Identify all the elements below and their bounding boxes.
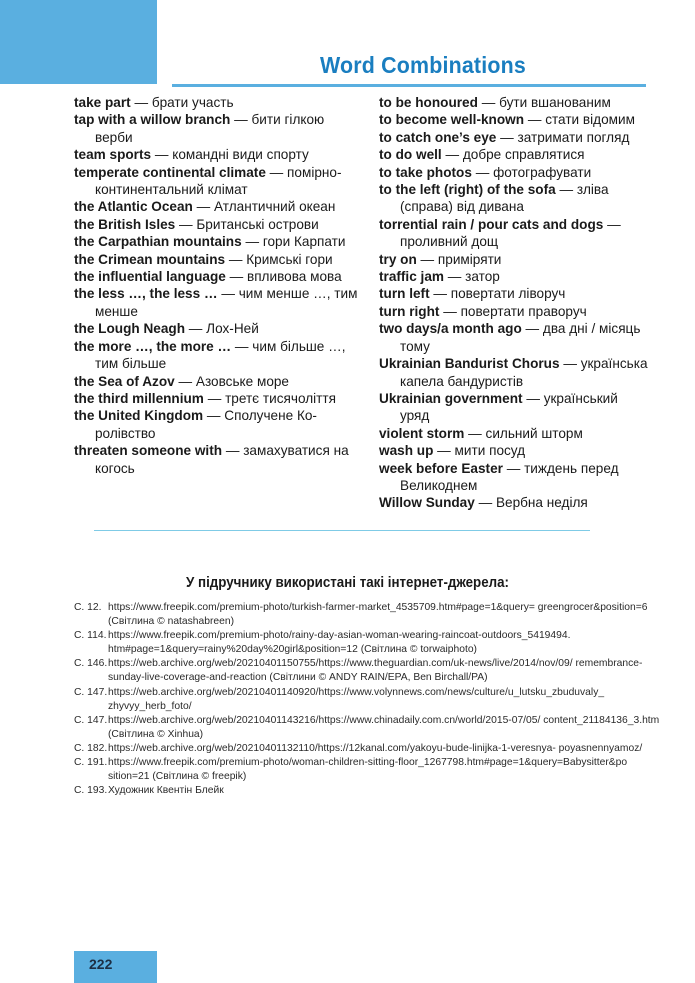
page-title: Word Combinations <box>320 52 526 78</box>
glossary-entry: temperate continental climate — помірно-континентальний клімат <box>74 164 342 198</box>
translation: брати участь <box>151 95 234 110</box>
term: to be honoured <box>379 95 478 110</box>
translation: бити гілкою верби <box>95 112 325 145</box>
translation: сильний шторм <box>485 425 583 441</box>
term: traffic jam <box>379 269 444 285</box>
source-page: С. 146. <box>74 658 108 670</box>
term: the influential language <box>74 269 226 285</box>
term: Willow Sunday <box>379 495 475 511</box>
source-item <box>74 756 664 784</box>
source-url: https://web.archive.org/web/20210401140920/https://www.volynnews.com/news/culture/u_lutsku_zbuduvaly_ zhyvyy_herb_foto/ <box>108 686 605 712</box>
glossary-entry: violent storm — сильний шторм <box>379 425 583 441</box>
glossary-entry: Ukrainian government — український уряд <box>379 390 618 424</box>
glossary-entry: torrential rain / pour cats and dogs — проливний дощ <box>379 216 621 250</box>
corner-accent-block <box>0 0 157 84</box>
translation: впливова мова <box>246 269 342 285</box>
source-page: С. 147. <box>74 714 108 726</box>
translation: український уряд <box>400 390 618 424</box>
source-item <box>74 629 664 657</box>
translation: командні види спорту <box>172 147 309 163</box>
glossary-entry: Willow Sunday — Вербна неділя <box>379 495 588 511</box>
term: the third millennium <box>74 390 204 406</box>
term: temperate continental climate <box>74 164 266 180</box>
term: team sports <box>74 147 152 163</box>
term: two days/a month ago <box>379 321 522 337</box>
term: threaten someone with <box>74 443 223 459</box>
translation: бути вшанованим <box>499 95 611 110</box>
source-item <box>74 686 664 714</box>
glossary-entry: the Crimean mountains — Кримські гори <box>74 251 333 267</box>
glossary-entry: tap with a willow branch — бити гілкою верби <box>74 112 325 145</box>
source-page: С. 182. <box>74 742 108 754</box>
source-page: С. 147. <box>74 686 108 698</box>
translation: затримати погляд <box>517 129 630 145</box>
glossary-entry: week before Easter — тиждень перед Великоднем <box>379 460 619 493</box>
term: try on <box>379 251 417 267</box>
source-page: С. 12. <box>74 602 102 613</box>
glossary-entry: to do well — добре справлятися <box>379 147 585 163</box>
term: the United Kingdom <box>74 408 204 424</box>
translation: затор <box>465 269 500 285</box>
translation: два дні / місяць тому <box>400 321 641 354</box>
glossary-entry: to become well-known — стати відомим <box>379 112 635 128</box>
translation: Лох-Ней <box>206 321 259 337</box>
term: the less …, the less … <box>74 286 218 302</box>
glossary-entry: turn right — повертати праворуч <box>379 303 587 319</box>
translation: приміряти <box>437 251 502 267</box>
translation: замахуватися на когось <box>95 443 349 476</box>
title-underline <box>172 84 646 87</box>
term: turn left <box>379 286 430 302</box>
term: Ukrainian Bandurist Chorus <box>379 356 560 372</box>
translation: мити посуд <box>454 443 526 459</box>
sources-heading: У підручнику використані такі інтернет-джерела: <box>186 575 509 591</box>
source-url: https://web.archive.org/web/20210401150755/https://www.theguardian.com/uk-news/live/2014/nov/09/ remembrance-sunday-live-coverage-and-reaction (Світлини © ANDY RAIN/EPA, Ben Birchall/PA) <box>108 658 643 684</box>
term: to do well <box>379 147 442 163</box>
glossary-entry: two days/a month ago — два дні / місяць тому <box>379 321 641 354</box>
section-divider <box>94 530 590 531</box>
glossary-entry: to be honoured — бути вшанованим <box>379 95 611 110</box>
translation: чим більше …, тим більше <box>95 338 346 372</box>
term: to catch one’s eye <box>379 129 497 145</box>
source-page: С. 193. <box>74 785 108 797</box>
glossary-entry: to the left (right) of the sofa — зліва (справа) від дивана <box>379 182 609 215</box>
source-item <box>74 742 664 756</box>
source-item <box>74 601 664 629</box>
glossary-right-column <box>379 94 649 512</box>
translation: зліва (справа) від дивана <box>400 182 609 215</box>
term: turn right <box>379 303 440 319</box>
glossary-left-column <box>74 94 364 477</box>
glossary-entry: the more …, the more … — чим більше …, тим більше <box>74 338 346 372</box>
term: the Crimean mountains <box>74 251 226 267</box>
source-url: https://web.archive.org/web/20210401143216/https://www.chinadaily.com.cn/world/2015-07/05/ content_21184136_3.htm (Світлина © Xinhua) <box>108 714 660 740</box>
sources-list <box>74 601 664 798</box>
translation: повертати праворуч <box>460 303 587 319</box>
page-number: 222 <box>89 956 113 972</box>
term: tap with a willow branch <box>74 112 231 128</box>
glossary-entry: the British Isles — Британські острови <box>74 216 319 232</box>
page-number-box <box>74 951 157 983</box>
term: the Lough Neagh <box>74 321 186 337</box>
term: to take photos <box>379 164 472 180</box>
glossary-entry: the less …, the less … — чим менше …, тим менше <box>74 286 358 319</box>
glossary-entry: the Sea of Azov — Азовське море <box>74 373 289 389</box>
glossary-entry: turn left — повертати ліворуч <box>379 286 566 302</box>
term: the Atlantic Ocean <box>74 199 193 215</box>
translation: тиждень перед Великоднем <box>400 460 619 493</box>
translation: добре справлятися <box>462 147 585 163</box>
source-item <box>74 657 664 685</box>
translation: Кримські гори <box>246 251 333 267</box>
glossary-entry: to take photos — фотографувати <box>379 164 592 180</box>
term: to the left (right) of the sofa <box>379 182 556 198</box>
source-url: https://www.freepik.com/premium-photo/woman-children-sitting-floor_1267798.htm#page=1&query=Babysitter&po sition=21 (Світлина © freepik) <box>108 757 628 783</box>
glossary-entry: traffic jam — затор <box>379 269 500 285</box>
term: week before Easter <box>379 460 503 476</box>
source-item <box>74 714 664 742</box>
glossary-entry: wash up — мити посуд <box>379 443 526 459</box>
translation: помірно-континентальний клімат <box>95 164 342 198</box>
translation: гори Карпати <box>262 234 346 250</box>
translation: проливний дощ <box>400 234 499 250</box>
glossary-entry: to catch one’s eye — затримати погляд <box>379 129 630 145</box>
glossary-entry: the Lough Neagh — Лох-Ней <box>74 321 259 337</box>
term: the Carpathian mountains <box>74 234 242 250</box>
term: to become well-known <box>379 112 525 128</box>
source-url: https://web.archive.org/web/20210401132110/https://12kanal.com/yakoyu-bude-linijka-1-veresnya- poyasnennyamoz/ <box>108 742 643 754</box>
glossary-entry: the Carpathian mountains — гори Карпати <box>74 234 346 250</box>
term: violent storm <box>379 425 465 441</box>
glossary-entry: take part — брати участь <box>74 95 234 110</box>
translation: чим менше …, тим менше <box>95 286 358 319</box>
translation: Атлантичний океан <box>214 199 336 215</box>
term: take part <box>74 95 131 110</box>
source-url: Художник Квентін Блейк <box>108 785 224 797</box>
translation: третє тисячоліття <box>225 390 336 406</box>
term: the more …, the more … <box>74 338 232 354</box>
glossary-entry: the Atlantic Ocean — Атлантичний океан <box>74 199 336 215</box>
translation: Британські острови <box>196 216 319 232</box>
term: wash up <box>379 443 434 459</box>
translation: фотографувати <box>493 164 592 180</box>
term: the Sea of Azov <box>74 373 175 389</box>
source-page: С. 114. <box>74 630 107 642</box>
glossary-entry: team sports — командні види спорту <box>74 147 309 163</box>
translation: повертати ліворуч <box>450 286 566 302</box>
term: Ukrainian government <box>379 390 523 406</box>
glossary-entry: try on — приміряти <box>379 251 502 267</box>
translation: Азовське море <box>195 373 289 389</box>
glossary-entry: the United Kingdom — Сполучене Ко-ролівство <box>74 408 317 441</box>
translation: стати відомим <box>545 112 635 128</box>
source-url: https://www.freepik.com/premium-photo/turkish-farmer-market_4535709.htm#page=1&query= greengrocer&position=6 (Світлина © natashabreen) <box>108 602 648 628</box>
term: torrential rain / pour cats and dogs <box>379 216 604 232</box>
source-item <box>74 784 664 798</box>
source-url: https://www.freepik.com/premium-photo/rainy-day-asian-woman-wearing-raincoat-outdoors_5419494. htm#page=1&query=rainy%20day%20girl&position=12 (Світлина © torwaiphoto) <box>108 630 571 656</box>
translation: Вербна неділя <box>495 495 588 511</box>
source-page: С. 191. <box>74 757 108 769</box>
glossary-entry: the influential language — впливова мова <box>74 269 342 285</box>
glossary-entry: Ukrainian Bandurist Chorus — українська капела бандуристів <box>379 356 648 389</box>
translation: українська капела бандуристів <box>400 356 648 389</box>
translation: Сполучене Ко-ролівство <box>95 408 317 441</box>
glossary-entry: the third millennium — третє тисячоліття <box>74 390 336 406</box>
term: the British Isles <box>74 216 176 232</box>
glossary-entry: threaten someone with — замахуватися на когось <box>74 443 349 476</box>
